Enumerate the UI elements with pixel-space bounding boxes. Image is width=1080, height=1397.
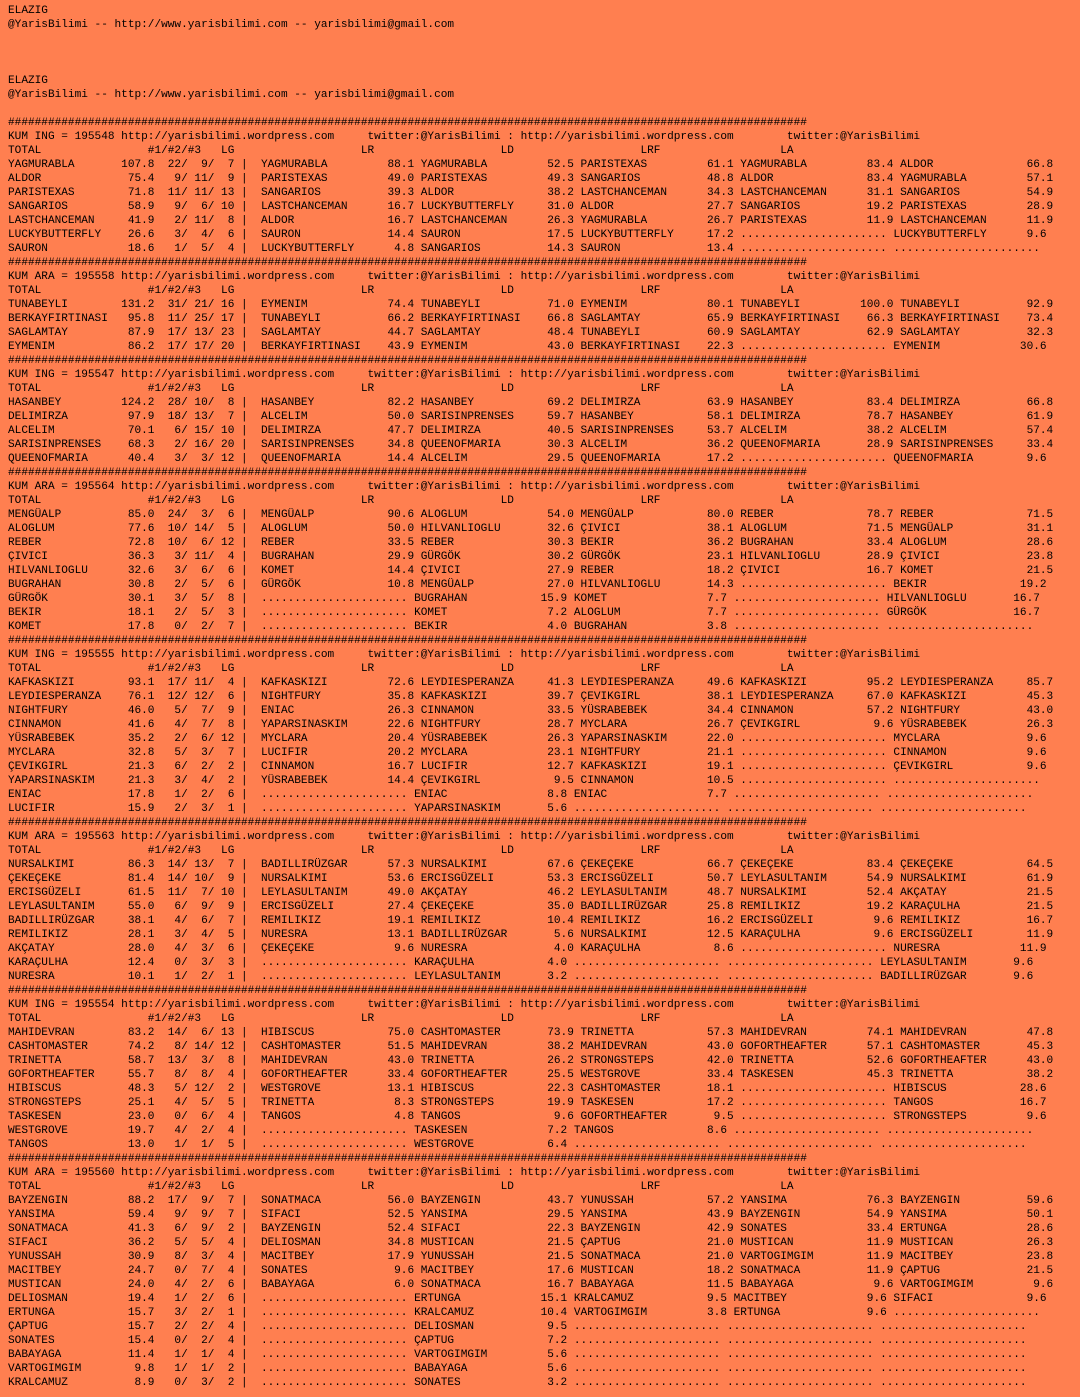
text-line: HASANBEY 124.2 28/ 10/ 8 | HASANBEY 82.2 HASANBEY 69.2 DELIMIRZA 63.9 HASANBEY 83.4 DELIMIRZA 66.8 <box>8 397 1054 409</box>
text-line: VARTOGIMGIM 9.8 1/ 1/ 2 | ...................... BABAYAGA 5.6 ...................... ...................... ...................... <box>8 1363 1027 1375</box>
column-header-line: TOTAL #1/#2/#3 LG LR LD LRF LA <box>8 285 794 297</box>
column-header-line: TOTAL #1/#2/#3 LG LR LD LRF LA <box>8 1181 794 1193</box>
text-line: HILVANLIOGLU 32.6 3/ 6/ 6 | KOMET 14.4 ÇIVICI 27.9 REBER 18.2 ÇIVICI 16.7 KOMET 21.5 <box>8 565 1054 577</box>
text-line: SONATES 15.4 0/ 2/ 4 | ...................... ÇAPTUG 7.2 ...................... ...................... ...................... <box>8 1335 1027 1347</box>
text-line: ALOGLUM 77.6 10/ 14/ 5 | ALOGLUM 50.0 HILVANLIOGLU 32.6 ÇIVICI 38.1 ALOGLUM 71.5 MENGÜALP 31.1 <box>8 523 1054 535</box>
text-line: SONATMACA 41.3 6/ 9/ 2 | BAYZENGIN 52.4 SIFACI 22.3 BAYZENGIN 42.9 SONATES 33.4 ERTUNGA 28.6 <box>8 1223 1054 1235</box>
text-line: REMILIKIZ 28.1 3/ 4/ 5 | NURESRA 13.1 BADILLIRÜZGAR 5.6 NURSALKIMI 12.5 KARAÇULHA 9.6 ERCISGÜZELI 11.9 <box>8 929 1054 941</box>
text-line: DELIMIRZA 97.9 18/ 13/ 7 | ALCELIM 50.0 SARISINPRENSES 59.7 HASANBEY 58.1 DELIMIRZA 78.7 HASANBEY 61.9 <box>8 411 1054 423</box>
column-header-line: TOTAL #1/#2/#3 LG LR LD LRF LA <box>8 663 794 675</box>
text-line: YUNUSSAH 30.9 8/ 3/ 4 | MACITBEY 17.9 YUNUSSAH 21.5 SONATMACA 21.0 VARTOGIMGIM 11.9 MACITBEY 23.8 <box>8 1251 1054 1263</box>
text-line: AKÇATAY 28.0 4/ 3/ 6 | ÇEKEÇEKE 9.6 NURESRA 4.0 KARAÇULHA 8.6 ...................... NURESRA 11.9 <box>8 943 1047 955</box>
text-line: GÜRGÖK 30.1 3/ 5/ 8 | ...................... BUGRAHAN 15.9 KOMET 7.7 ...................... HILVANLIOGLU 16.7 <box>8 593 1040 605</box>
separator-line: ######################################################################################################################## <box>8 1153 807 1165</box>
separator-line: ######################################################################################################################## <box>8 985 807 997</box>
text-line: ENIAC 17.8 1/ 2/ 6 | ...................... ENIAC 8.8 ENIAC 7.7 ...................... ...................... <box>8 789 1034 801</box>
text-line <box>8 32 1080 46</box>
text-line: SIFACI 36.2 5/ 5/ 4 | DELIOSMAN 34.8 MUSTICAN 21.5 ÇAPTUG 21.0 MUSTICAN 11.9 MUSTICAN 26.3 <box>8 1237 1054 1249</box>
text-line: ERTUNGA 15.7 3/ 2/ 1 | ...................... KRALCAMUZ 10.4 VARTOGIMGIM 3.8 ERTUNGA 9.6 ...................... <box>8 1307 1040 1319</box>
separator-line: ######################################################################################################################## <box>8 117 807 129</box>
text-line: QUEENOFMARIA 40.4 3/ 3/ 12 | QUEENOFMARIA 14.4 ALCELIM 29.5 QUEENOFMARIA 17.2 ...................... QUEENOFMARIA 9.6 <box>8 453 1047 465</box>
text-line: KOMET 17.8 0/ 2/ 7 | ...................... BEKIR 4.0 BUGRAHAN 3.8 ...................... ...................... <box>8 621 1034 633</box>
text-line: MACITBEY 24.7 0/ 7/ 4 | SONATES 9.6 MACITBEY 17.6 MUSTICAN 18.2 SONATMACA 11.9 ÇAPTUG 21.5 <box>8 1265 1054 1277</box>
text-line: BEKIR 18.1 2/ 5/ 3 | ...................... KOMET 7.2 ALOGLUM 7.7 ...................... GÜRGÖK 16.7 <box>8 607 1040 619</box>
text-line <box>8 46 1080 60</box>
race-header-line: KUM ARA = 195564 http://yarisbilimi.wordpress.com twitter:@YarisBilimi : http://yarisbilimi.wordpress.com twitter:@YarisBilimi <box>8 481 921 493</box>
text-line: LEYLASULTANIM 55.0 6/ 9/ 9 | ERCISGÜZELI 27.4 ÇEKEÇEKE 35.0 BADILLIRÜZGAR 25.8 REMILIKIZ 19.2 KARAÇULHA 21.5 <box>8 901 1054 913</box>
text-line <box>8 60 1080 74</box>
text-line: HIBISCUS 48.3 5/ 12/ 2 | WESTGROVE 13.1 HIBISCUS 22.3 CASHTOMASTER 18.1 ...................... HIBISCUS 28.6 <box>8 1083 1047 1095</box>
separator-line: ######################################################################################################################## <box>8 467 807 479</box>
race-header-line: KUM ING = 195554 http://yarisbilimi.wordpress.com twitter:@YarisBilimi : http://yarisbilimi.wordpress.com twitter:@YarisBilimi <box>8 999 921 1011</box>
race-header-line: KUM ARA = 195558 http://yarisbilimi.wordpress.com twitter:@YarisBilimi : http://yarisbilimi.wordpress.com twitter:@YarisBilimi <box>8 271 921 283</box>
text-line: LASTCHANCEMAN 41.9 2/ 11/ 8 | ALDOR 16.7 LASTCHANCEMAN 26.3 YAGMURABLA 26.7 PARISTEXAS 11.9 LASTCHANCEMAN 11.9 <box>8 215 1054 227</box>
text-line: ALDOR 75.4 9/ 11/ 9 | PARISTEXAS 49.0 PARISTEXAS 49.3 SANGARIOS 48.8 ALDOR 83.4 YAGMURABLA 57.1 <box>8 173 1054 185</box>
text-line: YANSIMA 59.4 9/ 9/ 7 | SIFACI 52.5 YANSIMA 29.5 YANSIMA 43.9 BAYZENGIN 54.9 YANSIMA 50.1 <box>8 1209 1054 1221</box>
text-line: WESTGROVE 19.7 4/ 2/ 4 | ...................... TASKESEN 7.2 TANGOS 8.6 ...................... ...................... <box>8 1125 1034 1137</box>
text-line: LEYDIESPERANZA 76.1 12/ 12/ 6 | NIGHTFURY 35.8 KAFKASKIZI 39.7 ÇEVIKGIRL 38.1 LEYDIESPERANZA 67.0 KAFKASKIZI 45.3 <box>8 691 1054 703</box>
text-line: SAGLAMTAY 87.9 17/ 13/ 23 | SAGLAMTAY 44.7 SAGLAMTAY 48.4 TUNABEYLI 60.9 SAGLAMTAY 62.9 SAGLAMTAY 32.3 <box>8 327 1054 339</box>
text-line: ERCISGÜZELI 61.5 11/ 7/ 10 | LEYLASULTANIM 49.0 AKÇATAY 46.2 LEYLASULTANIM 48.7 NURSALKIMI 52.4 AKÇATAY 21.5 <box>8 887 1054 899</box>
column-header-line: TOTAL #1/#2/#3 LG LR LD LRF LA <box>8 145 794 157</box>
race-header-line: KUM ING = 195547 http://yarisbilimi.wordpress.com twitter:@YarisBilimi : http://yarisbilimi.wordpress.com twitter:@YarisBilimi <box>8 369 921 381</box>
separator-line: ######################################################################################################################## <box>8 817 807 829</box>
text-line: YAPARSINASKIM 21.3 3/ 4/ 2 | YÜSRABEBEK 14.4 ÇEVIKGIRL 9.5 CINNAMON 10.5 ...................... ...................... <box>8 775 1040 787</box>
text-line: BADILLIRÜZGAR 38.1 4/ 6/ 7 | REMILIKIZ 19.1 REMILIKIZ 10.4 REMILIKIZ 16.2 ERCISGÜZELI 9.6 REMILIKIZ 16.7 <box>8 915 1054 927</box>
separator-line: ######################################################################################################################## <box>8 355 807 367</box>
text-line: EYMENIM 86.2 17/ 17/ 20 | BERKAYFIRTINASI 43.9 EYMENIM 43.0 BERKAYFIRTINASI 22.3 ...................... EYMENIM 30.6 <box>8 341 1047 353</box>
text-line: KARAÇULHA 12.4 0/ 3/ 3 | ...................... KARAÇULHA 4.0 ...................... ...................... LEYLASULTANIM 9.6 <box>8 957 1034 969</box>
text-line: ÇIVICI 36.3 3/ 11/ 4 | BUGRAHAN 29.9 GÜRGÖK 30.2 GÜRGÖK 23.1 HILVANLIOGLU 28.9 ÇIVICI 23.8 <box>8 551 1054 563</box>
column-header-line: TOTAL #1/#2/#3 LG LR LD LRF LA <box>8 1013 794 1025</box>
separator-line: ######################################################################################################################## <box>8 257 807 269</box>
text-line <box>8 102 1080 116</box>
race-header-line: KUM ARA = 195560 http://yarisbilimi.wordpress.com twitter:@YarisBilimi : http://yarisbilimi.wordpress.com twitter:@YarisBilimi <box>8 1167 921 1179</box>
race-header-line: KUM ARA = 195563 http://yarisbilimi.wordpress.com twitter:@YarisBilimi : http://yarisbilimi.wordpress.com twitter:@YarisBilimi <box>8 831 921 843</box>
text-line: PARISTEXAS 71.8 11/ 11/ 13 | SANGARIOS 39.3 ALDOR 38.2 LASTCHANCEMAN 34.3 LASTCHANCEMAN 31.1 SANGARIOS 54.9 <box>8 187 1054 199</box>
race-header-line: KUM ING = 195555 http://yarisbilimi.wordpress.com twitter:@YarisBilimi : http://yarisbilimi.wordpress.com twitter:@YarisBilimi <box>8 649 921 661</box>
text-line: YÜSRABEBEK 35.2 2/ 6/ 12 | MYCLARA 20.4 YÜSRABEBEK 26.3 YAPARSINASKIM 22.0 ...................... MYCLARA 9.6 <box>8 733 1047 745</box>
text-line: ALCELIM 70.1 6/ 15/ 10 | DELIMIRZA 47.7 DELIMIRZA 40.5 SARISINPRENSES 53.7 ALCELIM 38.2 ALCELIM 57.4 <box>8 425 1054 437</box>
text-line: CASHTOMASTER 74.2 8/ 14/ 12 | CASHTOMASTER 51.5 MAHIDEVRAN 38.2 MAHIDEVRAN 43.0 GOFORTHEAFTER 57.1 CASHTOMASTER 45.3 <box>8 1041 1054 1053</box>
separator-line: ######################################################################################################################## <box>8 635 807 647</box>
text-line: KRALCAMUZ 8.9 0/ 3/ 2 | ...................... SONATES 3.2 ...................... ...................... ...................... <box>8 1377 1027 1389</box>
text-line: YAGMURABLA 107.8 22/ 9/ 7 | YAGMURABLA 88.1 YAGMURABLA 52.5 PARISTEXAS 61.1 YAGMURABLA 83.4 ALDOR 66.8 <box>8 159 1054 171</box>
column-header-line: TOTAL #1/#2/#3 LG LR LD LRF LA <box>8 845 794 857</box>
text-line: NIGHTFURY 46.0 5/ 7/ 9 | ENIAC 26.3 CINNAMON 33.5 YÜSRABEBEK 34.4 CINNAMON 57.2 NIGHTFURY 43.0 <box>8 705 1054 717</box>
text-line: SARISINPRENSES 68.3 2/ 16/ 20 | SARISINPRENSES 34.8 QUEENOFMARIA 30.3 ALCELIM 36.2 QUEENOFMARIA 28.9 SARISINPRENSES 33.4 <box>8 439 1054 451</box>
text-line: TRINETTA 58.7 13/ 3/ 8 | MAHIDEVRAN 43.0 TRINETTA 26.2 STRONGSTEPS 42.0 TRINETTA 52.6 GOFORTHEAFTER 43.0 <box>8 1055 1054 1067</box>
text-line: MYCLARA 32.8 5/ 3/ 7 | LUCIFIR 20.2 MYCLARA 23.1 NIGHTFURY 21.1 ...................... CINNAMON 9.6 <box>8 747 1047 759</box>
text-line: @YarisBilimi -- http://www.yarisbilimi.com -- yarisbilimi@gmail.com <box>8 89 455 101</box>
text-line: SAURON 18.6 1/ 5/ 4 | LUCKYBUTTERFLY 4.8 SANGARIOS 14.3 SAURON 13.4 ...................... ...................... <box>8 243 1040 255</box>
text-line: BABAYAGA 11.4 1/ 1/ 4 | ...................... VARTOGIMGIM 5.6 ...................... ...................... ...................... <box>8 1349 1027 1361</box>
text-line: REBER 72.8 10/ 6/ 12 | REBER 33.5 REBER 30.3 BEKIR 36.2 BUGRAHAN 33.4 ALOGLUM 28.6 <box>8 537 1054 549</box>
text-line: DELIOSMAN 19.4 1/ 2/ 6 | ...................... ERTUNGA 15.1 KRALCAMUZ 9.5 MACITBEY 9.6 SIFACI 9.6 <box>8 1293 1047 1305</box>
text-line: ÇAPTUG 15.7 2/ 2/ 4 | ...................... DELIOSMAN 9.5 ...................... ...................... ...................... <box>8 1321 1027 1333</box>
column-header-line: TOTAL #1/#2/#3 LG LR LD LRF LA <box>8 495 794 507</box>
text-line: MUSTICAN 24.0 4/ 2/ 6 | BABAYAGA 6.0 SONATMACA 16.7 BABAYAGA 11.5 BABAYAGA 9.6 VARTOGIMGIM 9.6 <box>8 1279 1054 1291</box>
text-line: ELAZIG <box>8 5 48 17</box>
text-line: LUCIFIR 15.9 2/ 3/ 1 | ...................... YAPARSINASKIM 5.6 ...................... ...................... ...................... <box>8 803 1027 815</box>
text-line: CINNAMON 41.6 4/ 7/ 8 | YAPARSINASKIM 22.6 NIGHTFURY 28.7 MYCLARA 26.7 ÇEVIKGIRL 9.6 YÜSRABEBEK 26.3 <box>8 719 1054 731</box>
text-line: TASKESEN 23.0 0/ 6/ 4 | TANGOS 4.8 TANGOS 9.6 GOFORTHEAFTER 9.5 ...................... STRONGSTEPS 9.6 <box>8 1111 1047 1123</box>
text-line: NURSALKIMI 86.3 14/ 13/ 7 | BADILLIRÜZGAR 57.3 NURSALKIMI 67.6 ÇEKEÇEKE 66.7 ÇEKEÇEKE 83.4 ÇEKEÇEKE 64.5 <box>8 859 1054 871</box>
text-line: STRONGSTEPS 25.1 4/ 5/ 5 | TRINETTA 8.3 STRONGSTEPS 19.9 TASKESEN 17.2 ...................... TANGOS 16.7 <box>8 1097 1047 1109</box>
text-line: LUCKYBUTTERFLY 26.6 3/ 4/ 6 | SAURON 14.4 SAURON 17.5 LUCKYBUTTERFLY 17.2 ...................... LUCKYBUTTERFLY 9.6 <box>8 229 1047 241</box>
text-line: TANGOS 13.0 1/ 1/ 5 | ...................... WESTGROVE 6.4 ...................... ...................... ...................... <box>8 1139 1027 1151</box>
text-line: @YarisBilimi -- http://www.yarisbilimi.com -- yarisbilimi@gmail.com <box>8 19 455 31</box>
column-header-line: TOTAL #1/#2/#3 LG LR LD LRF LA <box>8 383 794 395</box>
text-line: ELAZIG <box>8 75 48 87</box>
text-line: TUNABEYLI 131.2 31/ 21/ 16 | EYMENIM 74.4 TUNABEYLI 71.0 EYMENIM 80.1 TUNABEYLI 100.0 TUNABEYLI 92.9 <box>8 299 1054 311</box>
text-line: NURESRA 10.1 1/ 2/ 1 | ...................... LEYLASULTANIM 3.2 ...................... ...................... BADILLIRÜZGAR 9.6 <box>8 971 1034 983</box>
text-line: MAHIDEVRAN 83.2 14/ 6/ 13 | HIBISCUS 75.0 CASHTOMASTER 73.9 TRINETTA 57.3 MAHIDEVRAN 74.1 MAHIDEVRAN 47.8 <box>8 1027 1054 1039</box>
text-line: GOFORTHEAFTER 55.7 8/ 8/ 4 | GOFORTHEAFTER 33.4 GOFORTHEAFTER 25.5 WESTGROVE 33.4 TASKESEN 45.3 TRINETTA 38.2 <box>8 1069 1054 1081</box>
text-line: ÇEKEÇEKE 81.4 14/ 10/ 9 | NURSALKIMI 53.6 ERCISGÜZELI 53.3 ERCISGÜZELI 50.7 LEYLASULTANIM 54.9 NURSALKIMI 61.9 <box>8 873 1054 885</box>
text-line: SANGARIOS 58.9 9/ 6/ 10 | LASTCHANCEMAN 16.7 LUCKYBUTTERFLY 31.0 ALDOR 27.7 SANGARIOS 19.2 PARISTEXAS 28.9 <box>8 201 1054 213</box>
text-line: KAFKASKIZI 93.1 17/ 11/ 4 | KAFKASKIZI 72.6 LEYDIESPERANZA 41.3 LEYDIESPERANZA 49.6 KAFKASKIZI 95.2 LEYDIESPERANZA 85.7 <box>8 677 1054 689</box>
text-line: MENGÜALP 85.0 24/ 3/ 6 | MENGÜALP 90.6 ALOGLUM 54.0 MENGÜALP 80.0 REBER 78.7 REBER 71.5 <box>8 509 1054 521</box>
text-line: BAYZENGIN 88.2 17/ 9/ 7 | SONATMACA 56.0 BAYZENGIN 43.7 YUNUSSAH 57.2 YANSIMA 76.3 BAYZENGIN 59.6 <box>8 1195 1054 1207</box>
race-header-line: KUM ING = 195548 http://yarisbilimi.wordpress.com twitter:@YarisBilimi : http://yarisbilimi.wordpress.com twitter:@YarisBilimi <box>8 131 921 143</box>
text-line: BUGRAHAN 30.8 2/ 5/ 6 | GÜRGÖK 10.8 MENGÜALP 27.0 HILVANLIOGLU 14.3 ...................... BEKIR 19.2 <box>8 579 1047 591</box>
text-line: BERKAYFIRTINASI 95.8 11/ 25/ 17 | TUNABEYLI 66.2 BERKAYFIRTINASI 66.8 SAGLAMTAY 65.9 BERKAYFIRTINASI 66.3 BERKAYFIRTINASI 73.4 <box>8 313 1054 325</box>
text-line: ÇEVIKGIRL 21.3 6/ 2/ 2 | CINNAMON 16.7 LUCIFIR 12.7 KAFKASKIZI 19.1 ...................... ÇEVIKGIRL 9.6 <box>8 761 1047 773</box>
